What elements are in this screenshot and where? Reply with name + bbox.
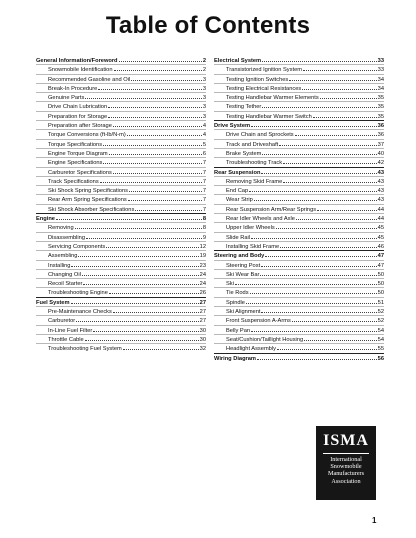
- toc-entry-label: Servicing Components: [48, 243, 106, 250]
- toc-entry-page: 19: [199, 253, 206, 260]
- toc-entry-page: 42: [377, 160, 384, 167]
- toc-entry-page: 35: [377, 113, 384, 120]
- toc-entry-page: 9: [202, 234, 206, 241]
- logo-divider: [323, 453, 369, 454]
- toc-entry: [36, 315, 206, 324]
- logo-line: International: [330, 456, 362, 463]
- dot-leader: [277, 344, 377, 350]
- toc-entry-label: Fuel System: [36, 299, 70, 306]
- dot-leader: [113, 307, 199, 313]
- toc-entry-label: Throttle Cable: [48, 336, 84, 343]
- toc-entry-page: 35: [377, 95, 384, 102]
- toc-entry-label: Transistorized Ignition System: [226, 67, 302, 74]
- toc-entry: [214, 74, 384, 83]
- dot-leader: [106, 242, 198, 248]
- toc-entry-page: 8: [202, 225, 206, 232]
- toc-entry-label: Seat/Cushion/Taillight Housing: [226, 336, 304, 343]
- toc-entry-label: Rear Suspension Arm/Rear Springs: [226, 206, 317, 213]
- toc-entry-page: 24: [199, 271, 206, 278]
- toc-section-entry: [214, 120, 384, 129]
- toc-entry: [36, 250, 206, 259]
- dot-leader: [108, 102, 202, 108]
- toc-entry-label: Headlight Assembly: [226, 346, 276, 353]
- toc-entry-label: Assembling: [48, 253, 78, 260]
- dot-leader: [279, 140, 376, 146]
- dot-leader: [261, 168, 376, 174]
- toc-entry-page: 45: [377, 234, 384, 241]
- toc-entry-label: Slide Rail: [226, 234, 251, 241]
- toc-entry-page: 3: [202, 113, 206, 120]
- toc-entry-label: Testing Tether: [226, 104, 262, 111]
- toc-entry: [36, 232, 206, 241]
- toc-entry: [214, 139, 384, 148]
- toc-entry-page: 26: [199, 290, 206, 297]
- logo-line: Association: [331, 477, 361, 485]
- dot-leader: [119, 56, 202, 62]
- toc-entry-label: Brake System: [226, 150, 262, 157]
- dot-leader: [296, 214, 377, 220]
- toc-entry: [36, 185, 206, 194]
- toc-section-entry: [36, 213, 206, 222]
- toc-entry-label: Engine Specifications: [48, 160, 103, 167]
- toc-entry: [214, 83, 384, 92]
- toc-entry-label: Front Suspension A-Arms: [226, 318, 291, 325]
- toc-entry-label: Snowmobile Identification: [48, 67, 113, 74]
- dot-leader: [85, 93, 201, 99]
- toc-entry: [214, 260, 384, 269]
- toc-entry: [36, 157, 206, 166]
- toc-entry-label: Spindle: [226, 299, 245, 306]
- toc-section-entry: [36, 297, 206, 306]
- page-title: Table of Contents: [105, 12, 311, 39]
- dot-leader: [103, 140, 202, 146]
- toc-entry: [214, 194, 384, 203]
- dot-leader: [262, 102, 376, 108]
- toc-entry-label: Changing Oil: [48, 271, 81, 278]
- dot-leader: [250, 288, 377, 294]
- toc-entry: [214, 241, 384, 250]
- toc-entry-page: 35: [377, 104, 384, 111]
- dot-leader: [246, 298, 377, 304]
- toc-entry: [36, 167, 206, 176]
- dot-leader: [251, 233, 377, 239]
- toc-entry-page: 40: [377, 150, 384, 157]
- toc-entry-label: Preparation for Storage: [48, 113, 108, 120]
- dot-leader: [251, 121, 377, 127]
- toc-entry: [36, 343, 206, 352]
- toc-entry-page: 27: [199, 318, 206, 325]
- toc-entry-label: Removing: [48, 225, 74, 232]
- toc-entry-label: Recoil Starter: [48, 281, 83, 288]
- toc-entry-label: Ski Shock Absorber Specifications: [48, 206, 135, 213]
- toc-entry-page: 2: [202, 67, 206, 74]
- toc-entry-page: 7: [202, 188, 206, 195]
- toc-entry-page: 7: [202, 206, 206, 213]
- toc-entry-label: Ski Alignment: [226, 309, 261, 316]
- page-number: 1: [372, 516, 377, 525]
- toc-entry-label: Rear Suspension: [214, 169, 261, 176]
- toc-entry-label: Drive System: [214, 123, 251, 130]
- dot-leader: [254, 195, 377, 201]
- toc-entry: [214, 232, 384, 241]
- toc-entry: [36, 194, 206, 203]
- toc-entry-label: Wiring Diagram: [214, 355, 256, 362]
- toc-entry: [36, 120, 206, 129]
- toc-section-entry: [214, 167, 384, 176]
- dot-leader: [261, 261, 377, 267]
- toc-entry-label: End Cap: [226, 188, 249, 195]
- dot-leader: [83, 279, 198, 285]
- toc-entry: [36, 101, 206, 110]
- toc-entry-page: 45: [377, 225, 384, 232]
- toc-entry-page: 32: [199, 346, 206, 353]
- dot-leader: [78, 251, 198, 257]
- toc-entry-page: 54: [377, 336, 384, 343]
- toc-entry: [36, 64, 206, 73]
- toc-entry-page: 47: [377, 262, 384, 269]
- toc-entry-page: 4: [202, 123, 206, 130]
- toc-entry-page: 3: [202, 76, 206, 83]
- toc-entry-label: Testing Handlebar Warmer Switch: [226, 113, 312, 120]
- dot-leader: [292, 316, 377, 322]
- dot-leader: [113, 168, 202, 174]
- toc-entry-label: In-Line Fuel Filter: [48, 327, 93, 334]
- dot-leader: [128, 195, 202, 201]
- dot-leader: [85, 335, 199, 341]
- toc-entry-label: Tie Rods: [226, 290, 249, 297]
- dot-leader: [265, 251, 376, 257]
- toc-section-entry: [36, 56, 206, 64]
- toc-entry-page: 3: [202, 104, 206, 111]
- dot-leader: [82, 270, 199, 276]
- dot-leader: [235, 279, 377, 285]
- dot-leader: [317, 205, 377, 211]
- toc-entry-page: 3: [202, 85, 206, 92]
- toc-entry-label: Wear Strip: [226, 197, 253, 204]
- toc-entry-label: Steering Post: [226, 262, 261, 269]
- toc-entry-page: 24: [199, 281, 206, 288]
- toc-entry-label: Upper Idler Wheels: [226, 225, 275, 232]
- toc-entry-page: 3: [202, 95, 206, 102]
- toc-entry-page: 44: [377, 216, 384, 223]
- toc-entry-page: 27: [199, 299, 206, 306]
- toc-section-entry: [214, 250, 384, 259]
- toc-entry-page: 7: [202, 160, 206, 167]
- dot-leader: [131, 75, 202, 81]
- toc-entry: [214, 157, 384, 166]
- toc-section-entry: [214, 353, 384, 362]
- dot-leader: [56, 214, 202, 220]
- dot-leader: [260, 270, 376, 276]
- toc-section-entry: [214, 56, 384, 64]
- dot-leader: [262, 56, 377, 62]
- toc-entry-label: Ski Shock Spring Specifications: [48, 188, 128, 195]
- toc-entry: [214, 306, 384, 315]
- toc-entry-page: 52: [377, 318, 384, 325]
- toc-entry-label: Drive Chain and Sprockets: [226, 132, 294, 139]
- toc-right-column: [214, 56, 384, 362]
- toc-entry: [214, 325, 384, 334]
- toc-entry-label: Disassembling: [48, 234, 85, 241]
- toc-entry-page: 30: [199, 327, 206, 334]
- dot-leader: [302, 84, 376, 90]
- toc-entry-label: Track Specifications: [48, 178, 99, 185]
- dot-leader: [249, 186, 377, 192]
- dot-leader: [283, 177, 376, 183]
- dot-leader: [114, 65, 202, 71]
- toc-entry-label: Installing Skid Frame: [226, 243, 280, 250]
- toc-entry-page: 43: [377, 178, 384, 185]
- dot-leader: [127, 130, 202, 136]
- toc-entry: [36, 222, 206, 231]
- toc-entry: [36, 139, 206, 148]
- dot-leader: [100, 177, 202, 183]
- toc-entry-label: Removing Skid Frame: [226, 178, 283, 185]
- toc-entry: [214, 101, 384, 110]
- toc-entry-label: Torque Specifications: [48, 141, 103, 148]
- dot-leader: [283, 158, 377, 164]
- toc-entry-page: 7: [202, 169, 206, 176]
- toc-entry-label: Carburetor Specifications: [48, 169, 112, 176]
- toc-entry: [214, 222, 384, 231]
- toc-entry-page: 56: [377, 355, 384, 362]
- toc-entry-label: Pre-Maintenance Checks: [48, 309, 112, 316]
- toc-entry-label: Drive Chain Lubrication: [48, 104, 108, 111]
- toc-entry-page: 12: [199, 243, 206, 250]
- toc-entry-page: 46: [377, 243, 384, 250]
- toc-entry: [36, 241, 206, 250]
- dot-leader: [135, 205, 202, 211]
- toc-entry-page: 54: [377, 327, 384, 334]
- toc-entry-label: Electrical System: [214, 58, 262, 64]
- toc-entry: [36, 334, 206, 343]
- dot-leader: [304, 335, 377, 341]
- toc-entry-label: Rear Idler Wheels and Axle: [226, 216, 295, 223]
- dot-leader: [113, 121, 202, 127]
- toc-entry-page: 2: [202, 58, 206, 64]
- toc-entry-page: 34: [377, 85, 384, 92]
- toc-entry-page: 43: [377, 188, 384, 195]
- toc-entry: [36, 278, 206, 287]
- dot-leader: [313, 112, 377, 118]
- dot-leader: [303, 65, 377, 71]
- toc-entry: [214, 111, 384, 120]
- toc-entry-label: Engine: [36, 216, 55, 223]
- dot-leader: [320, 93, 377, 99]
- toc-entry-label: Preparation after Storage: [48, 123, 112, 130]
- toc-entry: [36, 260, 206, 269]
- toc-entry: [36, 83, 206, 92]
- dot-leader: [129, 186, 202, 192]
- toc-entry: [36, 306, 206, 315]
- toc-entry: [36, 325, 206, 334]
- toc-entry-label: Track and Driveshaft: [226, 141, 279, 148]
- toc-entry-page: 36: [377, 123, 384, 130]
- toc-entry-page: 30: [199, 336, 206, 343]
- toc-entry-page: 33: [377, 58, 384, 64]
- toc-entry-page: 43: [377, 169, 384, 176]
- toc-entry-page: 34: [377, 76, 384, 83]
- toc-entry-label: Ski Wear Bar: [226, 271, 260, 278]
- toc-entry-label: Troubleshooting Fuel System: [48, 346, 122, 353]
- isma-logo: [316, 426, 376, 500]
- toc-entry: [214, 297, 384, 306]
- dot-leader: [109, 288, 199, 294]
- toc-entry-page: 52: [377, 309, 384, 316]
- toc-entry: [214, 129, 384, 138]
- toc-entry-label: Testing Handlebar Warmer Elements: [226, 95, 319, 102]
- toc-entry-label: Break-In Procedure: [48, 85, 98, 92]
- dot-leader: [71, 261, 198, 267]
- dot-leader: [93, 326, 198, 332]
- toc-entry-label: Belly Pan: [226, 327, 251, 334]
- toc-entry: [36, 204, 206, 213]
- toc-entry-label: Genuine Parts: [48, 95, 85, 102]
- toc-entry-page: 8: [202, 216, 206, 223]
- toc-entry: [214, 176, 384, 185]
- dot-leader: [276, 223, 377, 229]
- dot-leader: [71, 298, 199, 304]
- dot-leader: [75, 223, 202, 229]
- toc-entry: [214, 92, 384, 101]
- toc-entry-page: 23: [199, 262, 206, 269]
- dot-leader: [251, 326, 377, 332]
- toc-entry: [214, 204, 384, 213]
- toc-entry-label: Rear Arm Spring Specifications: [48, 197, 127, 204]
- toc-entry-page: 51: [377, 299, 384, 306]
- toc-entry: [214, 64, 384, 73]
- dot-leader: [98, 84, 202, 90]
- toc-entry: [214, 343, 384, 352]
- toc-entry-label: Testing Ignition Switches: [226, 76, 289, 83]
- dot-leader: [103, 158, 201, 164]
- toc-entry-page: 5: [202, 141, 206, 148]
- toc-entry-page: 33: [377, 67, 384, 74]
- toc-entry-page: 44: [377, 206, 384, 213]
- dot-leader: [280, 242, 377, 248]
- toc-entry-page: 37: [377, 141, 384, 148]
- dot-leader: [257, 354, 377, 360]
- toc-entry: [214, 213, 384, 222]
- toc-entry: [214, 334, 384, 343]
- toc-entry-page: 7: [202, 178, 206, 185]
- toc-entry-label: Testing Electrical Resistances: [226, 85, 302, 92]
- toc-entry: [36, 111, 206, 120]
- toc-entry-label: Recommended Gasoline and Oil: [48, 76, 131, 83]
- logo-line: Manufacturers: [327, 470, 365, 478]
- toc-entry: [214, 269, 384, 278]
- toc-entry-page: 50: [377, 271, 384, 278]
- dot-leader: [261, 307, 376, 313]
- logo-name: ISMA: [323, 432, 369, 449]
- toc-entry-page: 50: [377, 290, 384, 297]
- toc-entry: [36, 129, 206, 138]
- toc-entry-page: 6: [202, 150, 206, 157]
- toc-entry-label: General Information/Foreword: [36, 58, 118, 64]
- toc-entry: [36, 269, 206, 278]
- toc-entry: [36, 287, 206, 296]
- dot-leader: [86, 233, 202, 239]
- dot-leader: [123, 344, 199, 350]
- toc-entry-label: Engine Torque Diagram: [48, 150, 108, 157]
- toc-entry-page: 50: [377, 281, 384, 288]
- toc-entry-label: Carburetor: [48, 318, 76, 325]
- toc-entry-page: 4: [202, 132, 206, 139]
- toc-entry: [36, 176, 206, 185]
- toc-entry: [36, 74, 206, 83]
- toc-left-column: [36, 56, 206, 353]
- toc-entry: [214, 278, 384, 287]
- toc-entry-page: 36: [377, 132, 384, 139]
- dot-leader: [108, 112, 202, 118]
- toc-entry-page: 43: [377, 197, 384, 204]
- dot-leader: [76, 316, 198, 322]
- toc-entry: [36, 148, 206, 157]
- toc-entry-page: 7: [202, 197, 206, 204]
- toc-entry-label: Troubleshooting Engine: [48, 290, 108, 297]
- dot-leader: [295, 130, 377, 136]
- toc-entry-page: 47: [377, 253, 384, 260]
- toc-entry: [214, 287, 384, 296]
- toc-entry-label: Steering and Body: [214, 253, 265, 260]
- dot-leader: [289, 75, 376, 81]
- toc-entry-label: Ski: [226, 281, 234, 288]
- toc-entry: [214, 315, 384, 324]
- toc-entry-label: Troubleshooting Track: [226, 160, 283, 167]
- toc-entry-label: Installing: [48, 262, 71, 269]
- toc-entry-label: Torque Conversions (ft-lb/N-m): [48, 132, 126, 139]
- toc-entry-page: 27: [199, 309, 206, 316]
- dot-leader: [262, 149, 376, 155]
- toc-entry: [214, 148, 384, 157]
- logo-line: Snowmobile: [330, 463, 362, 471]
- dot-leader: [109, 149, 202, 155]
- toc-entry-page: 55: [377, 346, 384, 353]
- toc-entry: [36, 92, 206, 101]
- toc-entry: [214, 185, 384, 194]
